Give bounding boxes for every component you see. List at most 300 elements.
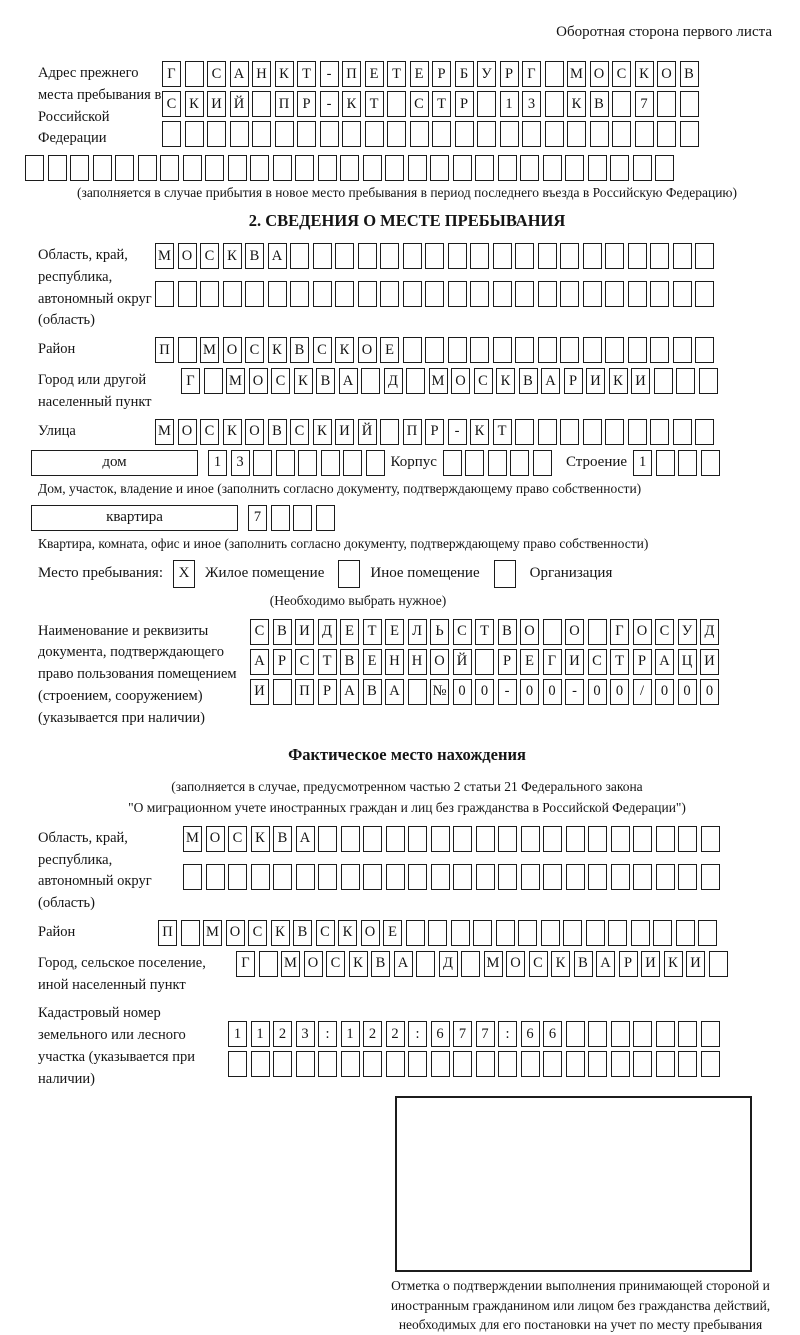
char-box: У [477, 61, 496, 87]
char-box [25, 155, 44, 181]
char-box [543, 155, 562, 181]
char-box [633, 1021, 652, 1047]
char-box [543, 864, 562, 890]
char-box: № [430, 679, 449, 705]
char-box [365, 121, 384, 147]
char-box: К [470, 419, 489, 445]
char-box [541, 920, 560, 946]
char-box [223, 281, 242, 307]
char-box [498, 826, 517, 852]
char-box: О [226, 920, 245, 946]
char-box [318, 1051, 337, 1077]
char-box: В [273, 619, 292, 645]
char-box [185, 121, 204, 147]
char-box [380, 281, 399, 307]
char-box: Й [358, 419, 377, 445]
char-box [316, 505, 335, 531]
char-box: Е [380, 337, 399, 363]
char-box [228, 1051, 247, 1077]
char-box [650, 281, 669, 307]
char-box: С [655, 619, 674, 645]
char-box: Т [387, 61, 406, 87]
char-box: 3 [231, 450, 250, 476]
kvartira-caption: Квартира, комната, офис и иное (заполнить согласно документу, подтверждающему право собственности) [38, 535, 649, 551]
char-box [678, 1051, 697, 1077]
char-box [358, 281, 377, 307]
char-box: С [228, 826, 247, 852]
dom-row [208, 450, 385, 476]
char-box [341, 1051, 360, 1077]
char-box: О [178, 243, 197, 269]
char-box [498, 1051, 517, 1077]
doc-row-1 [250, 619, 719, 645]
char-box [522, 121, 541, 147]
char-box: 0 [588, 679, 607, 705]
char-box: С [248, 920, 267, 946]
char-box [403, 337, 422, 363]
char-box: С [326, 951, 345, 977]
char-box [228, 864, 247, 890]
char-box [465, 450, 484, 476]
ulitsa-label: Улица [38, 422, 76, 439]
char-box [470, 337, 489, 363]
char-box [680, 91, 699, 117]
char-box: 0 [543, 679, 562, 705]
char-box: П [158, 920, 177, 946]
char-box: О [304, 951, 323, 977]
char-box [656, 450, 675, 476]
doc-label: Наименование и реквизиты документа, подтверждающего право пользования помещением (строением, сооружением) (указывается при наличии) [38, 622, 237, 726]
char-box: К [223, 243, 242, 269]
char-box: С [250, 619, 269, 645]
char-box [453, 1051, 472, 1077]
char-box [408, 1051, 427, 1077]
char-box: Н [408, 649, 427, 675]
char-box [228, 155, 247, 181]
char-box: Б [455, 61, 474, 87]
option-inoe-label: Иное помещение [370, 565, 480, 581]
char-box: В [290, 337, 309, 363]
char-box [590, 121, 609, 147]
prev-address-row-1 [162, 61, 699, 87]
char-box [498, 155, 517, 181]
char-box [678, 864, 697, 890]
char-box [565, 155, 584, 181]
kadastr-field [38, 1001, 776, 1090]
prev-address-row-2 [162, 91, 699, 117]
char-box: С [474, 368, 493, 394]
char-box [566, 1021, 585, 1047]
char-box [566, 826, 585, 852]
char-box [680, 121, 699, 147]
char-box [631, 920, 650, 946]
char-box [342, 121, 361, 147]
char-box: О [178, 419, 197, 445]
char-box [428, 920, 447, 946]
char-box [470, 243, 489, 269]
char-box [605, 419, 624, 445]
char-box [358, 243, 377, 269]
char-box [185, 61, 204, 87]
char-box [611, 1021, 630, 1047]
char-box [650, 337, 669, 363]
char-box [245, 281, 264, 307]
char-box [493, 243, 512, 269]
char-box [628, 243, 647, 269]
fact-oblast-row-2 [183, 864, 720, 890]
fact-gorod-label: Город, сельское поселение, иной населенный пункт [38, 954, 206, 993]
fact-gorod-field [38, 951, 776, 997]
page-side-note: Оборотная сторона первого листа [556, 24, 772, 40]
char-box: Т [365, 91, 384, 117]
char-box [230, 121, 249, 147]
char-box: 1 [633, 450, 652, 476]
char-box [276, 450, 295, 476]
char-box [403, 243, 422, 269]
char-box: И [631, 368, 650, 394]
char-box: Р [633, 649, 652, 675]
char-box [408, 155, 427, 181]
char-box [385, 155, 404, 181]
char-box [538, 419, 557, 445]
char-box [410, 121, 429, 147]
char-box: П [275, 91, 294, 117]
char-box [93, 155, 112, 181]
char-box [476, 1051, 495, 1077]
fact-caption-line-2: "О миграционном учете иностранных граждан и лиц без гражданства в Российской Федерации") [128, 799, 686, 815]
ulitsa-row [155, 419, 714, 445]
char-box [656, 1051, 675, 1077]
char-box: В [245, 243, 264, 269]
fact-raion-field [38, 920, 776, 946]
char-box: Д [439, 951, 458, 977]
char-box [318, 864, 337, 890]
char-box [363, 826, 382, 852]
char-box [538, 281, 557, 307]
char-box: Г [610, 619, 629, 645]
char-box: Т [432, 91, 451, 117]
char-box [583, 337, 602, 363]
char-box: 1 [251, 1021, 270, 1047]
char-box [48, 155, 67, 181]
char-box [475, 155, 494, 181]
char-box: О [520, 619, 539, 645]
kvartira-label-box: квартира [31, 505, 238, 531]
char-box: Т [363, 619, 382, 645]
char-box: О [451, 368, 470, 394]
char-box: Р [564, 368, 583, 394]
char-box: Н [252, 61, 271, 87]
char-box: И [686, 951, 705, 977]
char-box: : [498, 1021, 517, 1047]
char-box: М [203, 920, 222, 946]
char-box: В [293, 920, 312, 946]
doc-row-2 [250, 649, 719, 675]
raion-row [155, 337, 714, 363]
char-box [178, 281, 197, 307]
char-box: С [410, 91, 429, 117]
char-box [453, 864, 472, 890]
char-box [275, 121, 294, 147]
char-box: М [226, 368, 245, 394]
char-box: О [506, 951, 525, 977]
char-box: И [335, 419, 354, 445]
char-box [313, 281, 332, 307]
kadastr-row-2 [228, 1051, 720, 1077]
char-box: К [223, 419, 242, 445]
char-box: С [200, 243, 219, 269]
char-box: К [609, 368, 628, 394]
char-box [612, 121, 631, 147]
char-box [656, 826, 675, 852]
char-box [563, 920, 582, 946]
char-box [475, 649, 494, 675]
char-box: Е [365, 61, 384, 87]
char-box [493, 337, 512, 363]
prev-address-rows [162, 61, 699, 147]
char-box [320, 121, 339, 147]
char-box: Е [383, 920, 402, 946]
fact-oblast-field [38, 826, 776, 915]
char-box [588, 619, 607, 645]
char-box [709, 951, 728, 977]
char-box [543, 1051, 562, 1077]
char-box [543, 826, 562, 852]
char-box: К [294, 368, 313, 394]
char-box [655, 155, 674, 181]
prev-address-row-4 [25, 155, 776, 181]
char-box: У [678, 619, 697, 645]
char-box [451, 920, 470, 946]
char-box: Е [340, 619, 359, 645]
char-box [588, 864, 607, 890]
char-box: К [338, 920, 357, 946]
checkbox-zhiloe: X [173, 560, 195, 588]
char-box [543, 619, 562, 645]
mesto-field [38, 560, 776, 588]
char-box [343, 450, 362, 476]
char-box [448, 281, 467, 307]
char-box [297, 121, 316, 147]
char-box [361, 368, 380, 394]
char-box: А [340, 679, 359, 705]
char-box [431, 864, 450, 890]
char-box: Д [318, 619, 337, 645]
char-box: А [296, 826, 315, 852]
char-box [538, 243, 557, 269]
char-box [252, 91, 271, 117]
char-box: А [655, 649, 674, 675]
char-box [656, 864, 675, 890]
char-box [583, 419, 602, 445]
char-box [605, 243, 624, 269]
char-box [183, 155, 202, 181]
char-box [207, 121, 226, 147]
char-box: В [574, 951, 593, 977]
kadastr-row-1 [228, 1021, 720, 1047]
char-box: К [251, 826, 270, 852]
char-box [699, 368, 718, 394]
char-box [443, 450, 462, 476]
char-box: К [635, 61, 654, 87]
char-box [515, 281, 534, 307]
char-box [588, 1021, 607, 1047]
char-box [363, 1051, 382, 1077]
char-box [605, 337, 624, 363]
char-box: - [565, 679, 584, 705]
char-box: К [567, 91, 586, 117]
char-box: Й [453, 649, 472, 675]
fact-title: Фактическое место нахождения [288, 745, 526, 765]
char-box [493, 281, 512, 307]
char-box [476, 864, 495, 890]
char-box [515, 243, 534, 269]
char-box: 0 [610, 679, 629, 705]
char-box: К [496, 368, 515, 394]
char-box: О [430, 649, 449, 675]
char-box: М [484, 951, 503, 977]
char-box: 2 [386, 1021, 405, 1047]
char-box: Р [273, 649, 292, 675]
char-box [488, 450, 507, 476]
char-box [650, 243, 669, 269]
char-box: Г [236, 951, 255, 977]
char-box [673, 281, 692, 307]
char-box [588, 1051, 607, 1077]
char-box [657, 91, 676, 117]
kvartira-row [248, 505, 335, 531]
fact-gorod-row [236, 951, 728, 977]
char-box [496, 920, 515, 946]
char-box: Е [410, 61, 429, 87]
char-box: Г [181, 368, 200, 394]
fact-raion-row [158, 920, 717, 946]
char-box [313, 243, 332, 269]
char-box [701, 1021, 720, 1047]
section-2-title: 2. СВЕДЕНИЯ О МЕСТЕ ПРЕБЫВАНИЯ [248, 211, 566, 230]
char-box: Р [500, 61, 519, 87]
char-box: В [273, 826, 292, 852]
char-box [538, 337, 557, 363]
fact-caption [38, 777, 776, 818]
char-box [271, 505, 290, 531]
char-box: В [498, 619, 517, 645]
char-box [633, 1051, 652, 1077]
char-box: С [588, 649, 607, 675]
char-box: 6 [521, 1021, 540, 1047]
char-box: К [268, 337, 287, 363]
char-box [273, 864, 292, 890]
char-box [701, 1051, 720, 1077]
char-box [653, 920, 672, 946]
char-box: А [385, 679, 404, 705]
char-box [521, 826, 540, 852]
char-box [321, 450, 340, 476]
char-box: Е [520, 649, 539, 675]
char-box: М [200, 337, 219, 363]
char-box [259, 951, 278, 977]
char-box: И [641, 951, 660, 977]
char-box [253, 450, 272, 476]
char-box [403, 281, 422, 307]
char-box: 1 [500, 91, 519, 117]
char-box [363, 864, 382, 890]
char-box [273, 1051, 292, 1077]
char-box [387, 121, 406, 147]
char-box: 3 [522, 91, 541, 117]
char-box [425, 243, 444, 269]
char-box [406, 368, 425, 394]
doc-row-3 [250, 679, 719, 705]
char-box: 0 [700, 679, 719, 705]
char-box [448, 243, 467, 269]
char-box: 7 [476, 1021, 495, 1047]
char-box [560, 243, 579, 269]
char-box [635, 121, 654, 147]
char-box [406, 920, 425, 946]
char-box: 2 [363, 1021, 382, 1047]
char-box: : [408, 1021, 427, 1047]
char-box [453, 155, 472, 181]
char-box [515, 419, 534, 445]
char-box [633, 155, 652, 181]
char-box: Г [543, 649, 562, 675]
char-box: Р [297, 91, 316, 117]
char-box: И [586, 368, 605, 394]
kadastr-label: Кадастровый номер земельного или лесного участка (указывается при наличии) [38, 1005, 195, 1087]
char-box [678, 1021, 697, 1047]
char-box [673, 419, 692, 445]
char-box [477, 91, 496, 117]
char-box: - [320, 91, 339, 117]
char-box [290, 243, 309, 269]
korpus-row [443, 450, 552, 476]
char-box: И [207, 91, 226, 117]
char-box: С [271, 368, 290, 394]
char-box [335, 281, 354, 307]
char-box: М [155, 419, 174, 445]
char-box: С [612, 61, 631, 87]
char-box: Р [318, 679, 337, 705]
char-box: П [342, 61, 361, 87]
char-box: 1 [208, 450, 227, 476]
char-box [676, 920, 695, 946]
char-box [633, 826, 652, 852]
char-box [473, 920, 492, 946]
char-box: : [318, 1021, 337, 1047]
char-box: / [633, 679, 652, 705]
char-box [612, 91, 631, 117]
char-box: И [250, 679, 269, 705]
char-box [408, 679, 427, 705]
char-box: Т [297, 61, 316, 87]
char-box [290, 281, 309, 307]
char-box [533, 450, 552, 476]
char-box [341, 864, 360, 890]
oblast-row-2 [155, 281, 714, 307]
char-box: Е [385, 619, 404, 645]
char-box [521, 864, 540, 890]
char-box [430, 155, 449, 181]
char-box: М [183, 826, 202, 852]
char-box [500, 121, 519, 147]
char-box [656, 1021, 675, 1047]
char-box: Р [619, 951, 638, 977]
oblast-label: Область, край, республика, автономный округ (область) [38, 247, 152, 329]
char-box [678, 826, 697, 852]
prev-address-field [38, 61, 776, 150]
checkbox-inoe [338, 560, 360, 588]
